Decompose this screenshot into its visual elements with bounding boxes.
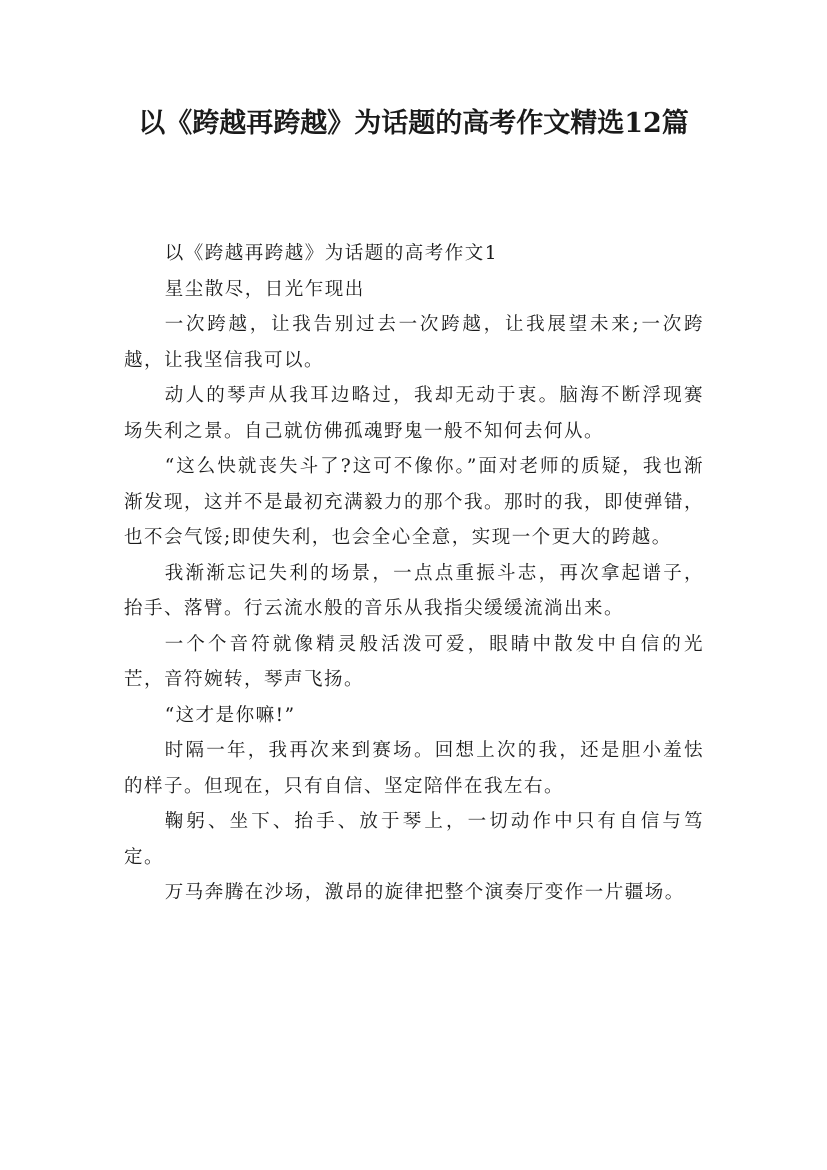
subtitle-paragraph: 以《跨越再跨越》为话题的高考作文1 <box>164 243 498 264</box>
paragraph: 鞠躬、坐下、抬手、放于琴上，一切动作中只有自信与笃定。 <box>124 811 704 868</box>
paragraph: 动人的琴声从我耳边略过，我却无动于衷。脑海不断浮现赛场失利之景。自己就仿佛孤魂野鬼一般不知何去何从。 <box>124 385 704 442</box>
paragraph: 一次跨越，让我告别过去一次跨越，让我展望未来;一次跨越，让我坚信我可以。 <box>124 314 704 371</box>
paragraph: 星尘散尽，日光乍现出 <box>164 278 365 300</box>
paragraph: 一个个音符就像精灵般活泼可爱，眼睛中散发中自信的光芒，音符婉转，琴声飞扬。 <box>124 633 704 690</box>
document-title: 以《跨越再跨越》为话题的高考作文精选12篇 <box>138 108 689 139</box>
paragraph: 我渐渐忘记失利的场景，一点点重振斗志，再次拿起谱子，抬手、落臂。行云流水般的音乐从我指尖缓缓流淌出来。 <box>124 562 704 619</box>
paragraph: “这才是你嘛!” <box>164 704 296 726</box>
paragraph: 万马奔腾在沙场，激昂的旋律把整个演奏厅变作一片疆场。 <box>164 882 685 903</box>
paragraph: “这么快就丧失斗了?这可不像你。”面对老师的质疑，我也渐渐发现，这并不是最初充满毅力的那个我。那时的我，即使弹错，也不会气馁;即使失利，也会全心全意，实现一个更大的跨越。 <box>124 456 705 548</box>
paragraph: 时隔一年，我再次来到赛场。回想上次的我，还是胆小羞怯的样子。但现在，只有自信、坚定陪伴在我左右。 <box>124 740 704 797</box>
document-body <box>124 236 704 911</box>
